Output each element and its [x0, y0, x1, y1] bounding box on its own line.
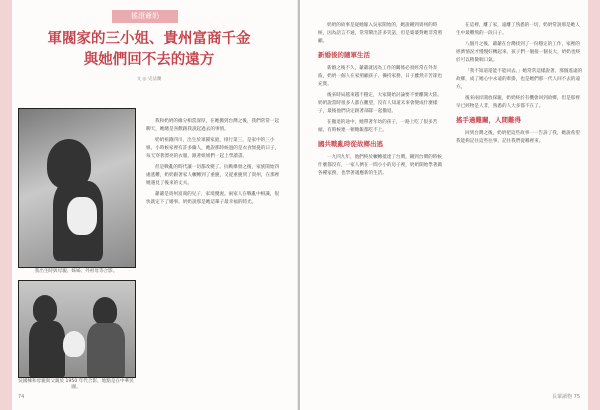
photo-figure-baby: [67, 197, 97, 235]
photo-figure-woman: [33, 295, 57, 323]
body-paragraph: 但是戰亂的時代讓一切都改變了。抗戰爆發之後，家族開始四處逃難，奶奶跟著家人輾轉到了重慶，又從重慶到了貴州，在那裡她遇見了後來的丈夫。: [146, 165, 280, 186]
body-paragraph: 奶奶祖籍四川，出生於軍閥家庭，排行第三，是家中的三小姐。小時候家裡有許多傭人，她說那時候過的是衣食無憂的日子，每天穿著漂亮的衣服，跟著姐姐們一起上學讀書。: [146, 138, 280, 159]
body-paragraph: 奶奶的故事是從她嫁入吳家開始的，她說剛到貴州的時候，因為語言不通，常常鬧出許多笑話，但是婆婆對她非常照顧。: [318, 23, 443, 44]
photo-figure-child: [63, 331, 85, 357]
photo-figure-body: [29, 321, 65, 377]
photo-caption: 吳國棟和母親與父親於 1950 年代合影，地點是在中華民國。: [18, 379, 134, 390]
couple-photo: [18, 280, 136, 378]
body-paragraph: 八個月之後，爺爺在台灣找到了一份穩定的工作，家裡的經濟情況才慢慢好轉起來。孩子們一個接一個長大，奶奶也終於可以稍微喘口氣。: [456, 42, 581, 63]
article-title: [40, 28, 258, 70]
body-paragraph: 新婚之後不久，爺爺就因為工作的關係必須經常在外奔波，奶奶一個人在家照顧孩子、操持家務，日子雖然辛苦卻也充實。: [318, 66, 443, 87]
body-paragraph: 在撤退的途中，她帶著年幼的孩子，一路上吃了很多苦頭，有時候連一頓飽飯都吃不上。: [318, 120, 438, 133]
body-column: [456, 22, 584, 398]
body-paragraph: 後來時局越來越不穩定，大家開始討論要不要離開大陸。奶奶說當時很多人都在觀望，沒有人知道未來會變成什麼樣子，最後他們決定跟著部隊一起撤退。: [318, 93, 442, 114]
title-line-2: 與她們回不去的遠方: [83, 51, 215, 68]
photo-figure-man: [93, 297, 117, 325]
title-line-1: 軍閥家的三小姐、貴州富商千金: [47, 30, 251, 47]
page-edge-band: [588, 0, 600, 410]
body-paragraph: 一九四九年，他們終於輾轉抵達了台灣。剛到台灣的時候什麼都沒有，一家人擠在一間小小的房子裡，奶奶開始學著做各種家務，也學著適應新的生活。: [318, 155, 443, 176]
body-paragraph: 回到台灣之後，奶奶把這些故事一一告訴了我，她說希望我能夠記住這些往事，記住我們從哪裡來。: [456, 131, 580, 144]
section-heading: 國共戰亂時從故鄉出逃: [318, 140, 383, 148]
section-heading: 新婚後的隨軍生活: [318, 51, 370, 59]
body-paragraph: 在這裡，離了家，遠離了熟悉的一切，奶奶常說那是她人生中最難熬的一段日子。: [456, 23, 580, 36]
body-paragraph: 「我不知道還能不能回去。」她常常這樣說著。那個遙遠的故鄉，成了她心中永遠的牽掛，也是她們那一代人回不去的遠方。: [456, 69, 583, 90]
body-paragraph: 爺爺是貴州富商的兒子，家境優渥。兩家人在戰亂中相識，很快就定下了婚事。奶奶說那是她這輩子最幸福的時光。: [146, 192, 280, 205]
photo-caption: 我出生時與母親、姊姊、外祖母等合影。: [34, 269, 118, 274]
body-column: [146, 118, 280, 400]
page-number: 74: [18, 394, 25, 400]
column-badge: 搖滾爺奶: [112, 10, 178, 23]
right-page: [300, 0, 600, 410]
byline: 文 ◎ 史法蘭: [136, 77, 162, 82]
section-heading: 搖手過難關，人間難得: [456, 116, 521, 124]
body-paragraph: 我和奶奶的緣分相當深厚，在她搬到台灣之後，我們常常一起聊天，她總是喜歡跟我說起過去的事情。: [146, 119, 280, 132]
photo-figure-body: [87, 323, 125, 377]
family-photo: [18, 108, 136, 268]
page-edge-band: [0, 0, 12, 410]
body-column: [318, 22, 446, 398]
page-number: 長輩讀物 75: [552, 394, 580, 400]
left-page: [0, 0, 299, 410]
body-paragraph: 後來兩岸開放探親，奶奶終於有機會回到故鄉，但是那裡早已經物是人非，熟悉的人大多都不在了。: [456, 96, 580, 109]
